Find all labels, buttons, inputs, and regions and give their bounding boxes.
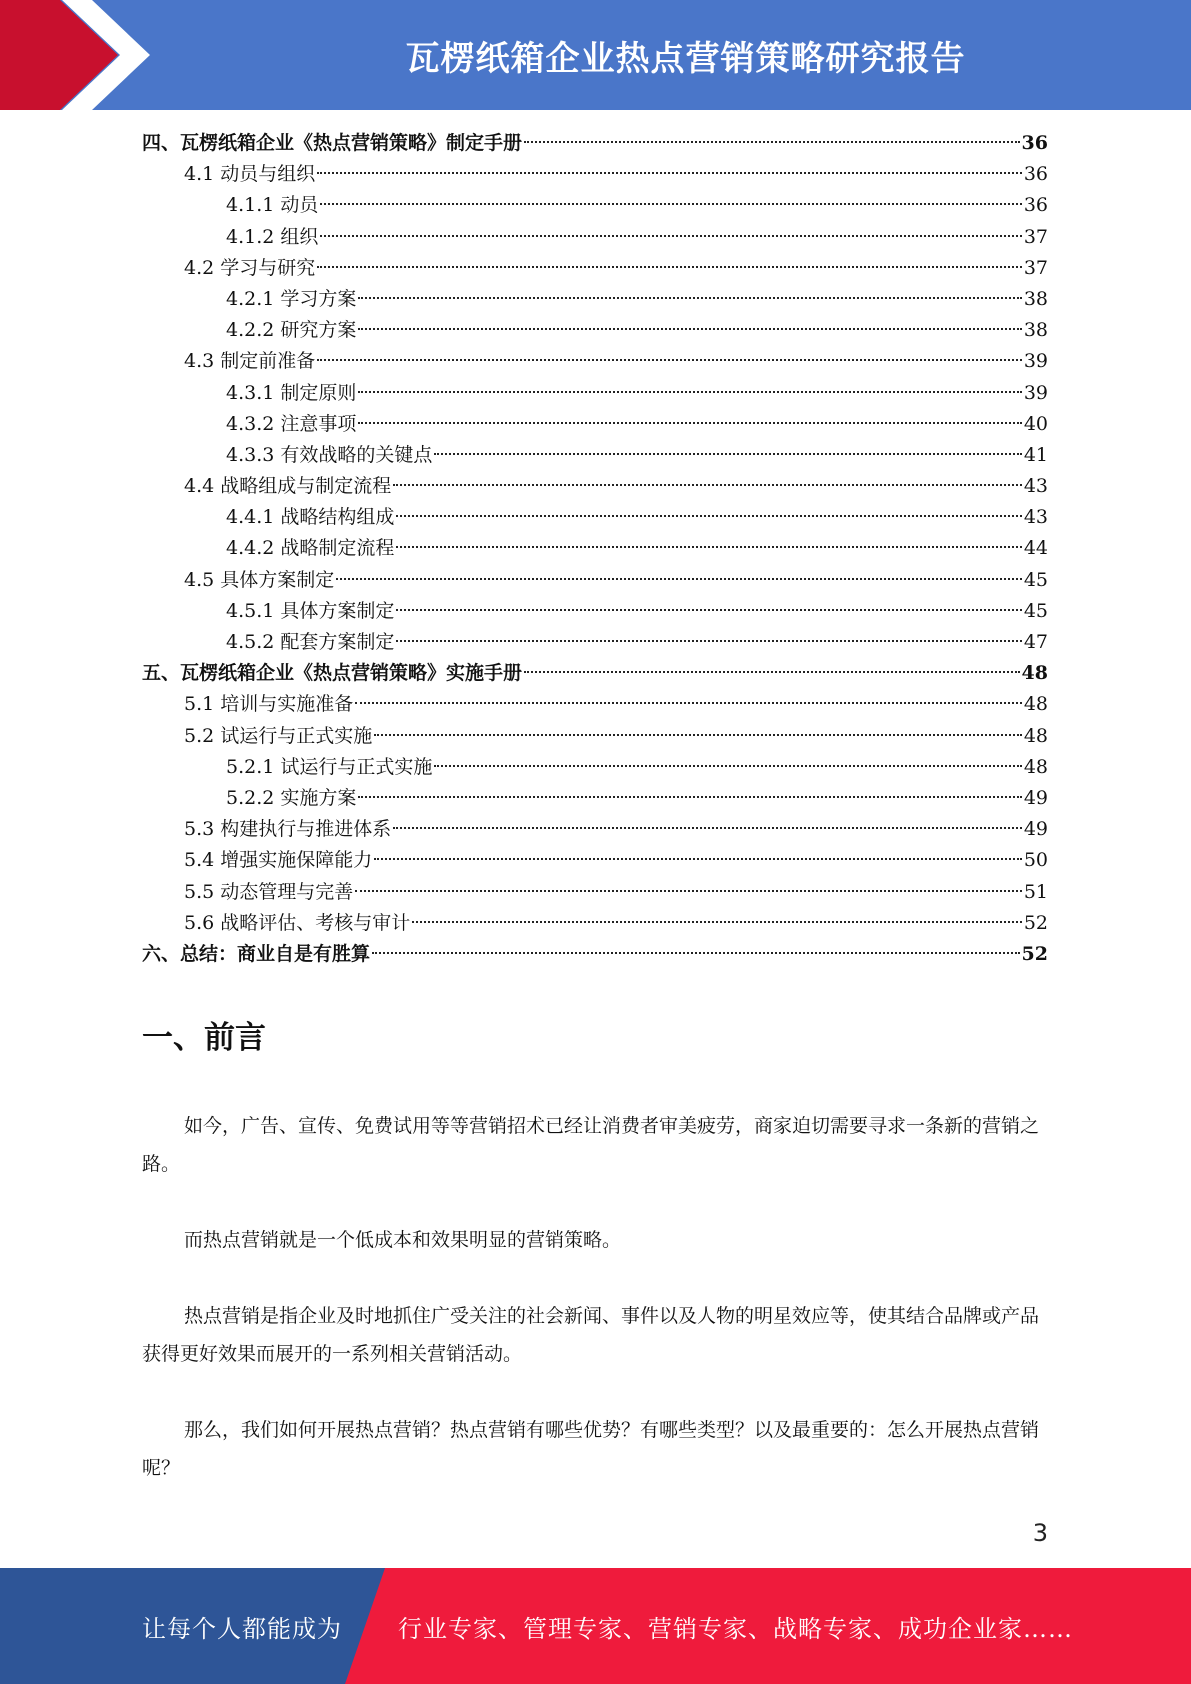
- header-chevron-icon: [0, 0, 160, 110]
- toc-entry-page: 48: [1023, 755, 1048, 778]
- toc-entry-title: 4.3.3 有效战略的关键点: [226, 443, 433, 466]
- toc-entry-title: 5.4 增强实施保障能力: [184, 849, 373, 872]
- toc-entry-title: 4.1 动员与组织: [184, 163, 316, 186]
- toc-dot-leader: [412, 921, 1022, 923]
- toc-entry[interactable]: [142, 658, 1048, 689]
- toc-entry[interactable]: [142, 502, 1048, 533]
- toc-dot-leader: [374, 734, 1022, 736]
- toc-dot-leader: [317, 172, 1022, 174]
- toc-entry-title: 5.2 试运行与正式实施: [184, 724, 373, 747]
- toc-dot-leader: [524, 141, 1020, 143]
- toc-entry-page: 40: [1023, 412, 1048, 435]
- paragraph-3: 热点营销是指企业及时地抓住广受关注的社会新闻、事件以及人物的明星效应等，使其结合品牌或产品获得更好效果而展开的一系列相关营销活动。: [142, 1305, 1040, 1365]
- toc-dot-leader: [372, 952, 1020, 954]
- toc-entry[interactable]: [142, 721, 1048, 752]
- page-header: [0, 0, 1191, 110]
- toc-entry-title: 4.1.2 组织: [226, 225, 319, 248]
- paragraph-4: 那么，我们如何开展热点营销？热点营销有哪些优势？有哪些类型？以及最重要的：怎么开展热点营销呢？: [142, 1419, 1040, 1479]
- page-number: 3: [1032, 1519, 1048, 1547]
- toc-dot-leader: [358, 391, 1021, 393]
- toc-dot-leader: [524, 671, 1020, 673]
- toc-entry-page: 39: [1023, 381, 1048, 404]
- toc-entry-page: 41: [1023, 443, 1048, 466]
- toc-entry[interactable]: [142, 565, 1048, 596]
- toc-entry-page: 43: [1023, 506, 1048, 529]
- toc-entry-page: 48: [1023, 693, 1048, 716]
- toc-dot-leader: [358, 297, 1021, 299]
- toc-entry-page: 50: [1023, 849, 1048, 872]
- toc-entry[interactable]: [142, 222, 1048, 253]
- toc-dot-leader: [374, 858, 1022, 860]
- toc-entry-page: 52: [1021, 942, 1048, 965]
- toc-dot-leader: [355, 890, 1022, 892]
- toc-dot-leader: [336, 578, 1022, 580]
- paragraph-2: 而热点营销就是一个低成本和效果明显的营销策略。: [184, 1229, 622, 1251]
- toc-entry-title: 4.2 学习与研究: [184, 256, 316, 279]
- toc-entry-title: 4.5 具体方案制定: [184, 568, 335, 591]
- toc-entry-title: 5.2.2 实施方案: [226, 786, 357, 809]
- toc-entry-page: 37: [1023, 225, 1048, 248]
- toc-dot-leader: [434, 453, 1021, 455]
- toc-entry-title: 四、瓦楞纸箱企业《热点营销策略》制定手册: [142, 132, 523, 154]
- toc-entry[interactable]: [142, 689, 1048, 720]
- toc-dot-leader: [396, 546, 1021, 548]
- toc-entry[interactable]: [142, 877, 1048, 908]
- toc-entry-title: 5.2.1 试运行与正式实施: [226, 755, 433, 778]
- toc-entry[interactable]: [142, 939, 1048, 970]
- toc-entry[interactable]: [142, 908, 1048, 939]
- toc-entry[interactable]: [142, 159, 1048, 190]
- header-title: 瓦楞纸箱企业热点营销策略研究报告: [405, 38, 966, 79]
- toc-dot-leader: [393, 484, 1022, 486]
- toc-dot-leader: [396, 515, 1021, 517]
- toc-entry-title: 4.4.1 战略结构组成: [226, 506, 395, 529]
- toc-entry-page: 43: [1023, 475, 1048, 498]
- toc-entry-page: 44: [1023, 537, 1048, 560]
- toc-entry[interactable]: [142, 284, 1048, 315]
- toc-dot-leader: [317, 359, 1022, 361]
- toc-entry-title: 5.5 动态管理与完善: [184, 880, 354, 903]
- toc-entry-page: 47: [1023, 631, 1048, 653]
- toc-entry-title: 4.5.1 具体方案制定: [226, 599, 395, 622]
- toc-entry-page: 49: [1023, 786, 1048, 809]
- toc-entry-title: 4.2.2 研究方案: [226, 319, 357, 342]
- toc-entry-title: 4.3.1 制定原则: [226, 381, 357, 404]
- toc-entry[interactable]: [142, 627, 1048, 658]
- table-of-contents: [142, 128, 1048, 970]
- toc-dot-leader: [393, 827, 1022, 829]
- toc-dot-leader: [320, 235, 1021, 237]
- toc-entry-page: 52: [1023, 911, 1048, 934]
- section-heading: 一、前言: [142, 1020, 266, 1056]
- toc-entry[interactable]: [142, 752, 1048, 783]
- toc-entry[interactable]: [142, 814, 1048, 845]
- toc-entry-title: 4.5.2 配套方案制定: [226, 631, 395, 653]
- toc-dot-leader: [355, 702, 1022, 704]
- toc-entry[interactable]: [142, 471, 1048, 502]
- toc-entry[interactable]: [142, 128, 1048, 159]
- footer-slogan-right: 行业专家、管理专家、营销专家、战略专家、成功企业家……: [398, 1614, 1073, 1643]
- toc-entry[interactable]: [142, 315, 1048, 346]
- toc-entry-page: 48: [1021, 662, 1048, 685]
- toc-entry-title: 五、瓦楞纸箱企业《热点营销策略》实施手册: [142, 662, 523, 685]
- paragraph-1: 如今，广告、宣传、免费试用等等营销招术已经让消费者审美疲劳，商家迫切需要寻求一条新的营销之路。: [142, 1115, 1040, 1175]
- toc-dot-leader: [396, 640, 1021, 642]
- toc-dot-leader: [358, 422, 1021, 424]
- toc-entry-title: 4.4.2 战略制定流程: [226, 537, 395, 560]
- toc-entry-title: 4.3 制定前准备: [184, 350, 316, 373]
- toc-entry-page: 37: [1023, 256, 1048, 279]
- toc-entry[interactable]: [142, 845, 1048, 876]
- toc-dot-leader: [358, 796, 1021, 798]
- toc-entry-page: 38: [1023, 287, 1048, 310]
- toc-entry-title: 4.2.1 学习方案: [226, 287, 357, 310]
- toc-entry-page: 36: [1023, 194, 1048, 217]
- toc-dot-leader: [396, 609, 1021, 611]
- page-footer: [0, 1568, 1191, 1684]
- footer-slogan-left: 让每个人都能成为: [142, 1614, 342, 1643]
- toc-dot-leader: [317, 266, 1022, 268]
- toc-entry-page: 39: [1023, 350, 1048, 373]
- toc-entry[interactable]: [142, 253, 1048, 284]
- toc-entry-page: 36: [1023, 163, 1048, 186]
- toc-entry-title: 4.4 战略组成与制定流程: [184, 475, 392, 498]
- toc-entry-page: 45: [1023, 599, 1048, 622]
- toc-dot-leader: [358, 328, 1021, 330]
- toc-entry-title: 4.1.1 动员: [226, 194, 319, 217]
- toc-dot-leader: [320, 203, 1021, 205]
- toc-dot-leader: [434, 765, 1021, 767]
- toc-entry-title: 六、总结：商业自是有胜算: [142, 942, 371, 965]
- toc-entry-page: 48: [1023, 724, 1048, 747]
- toc-entry[interactable]: [142, 596, 1048, 627]
- toc-entry-page: 51: [1023, 880, 1048, 903]
- toc-entry-title: 5.6 战略评估、考核与审计: [184, 911, 411, 934]
- toc-entry[interactable]: [142, 409, 1048, 440]
- toc-entry-page: 49: [1023, 818, 1048, 841]
- toc-entry-page: 45: [1023, 568, 1048, 591]
- toc-entry[interactable]: [142, 378, 1048, 409]
- toc-entry-page: 36: [1021, 132, 1048, 154]
- toc-entry[interactable]: [142, 346, 1048, 377]
- toc-entry[interactable]: [142, 783, 1048, 814]
- toc-entry[interactable]: [142, 440, 1048, 471]
- toc-entry-page: 38: [1023, 319, 1048, 342]
- toc-entry[interactable]: [142, 190, 1048, 221]
- toc-entry-title: 4.3.2 注意事项: [226, 412, 357, 435]
- toc-entry[interactable]: [142, 533, 1048, 564]
- toc-entry-title: 5.1 培训与实施准备: [184, 693, 354, 716]
- toc-entry-title: 5.3 构建执行与推进体系: [184, 818, 392, 841]
